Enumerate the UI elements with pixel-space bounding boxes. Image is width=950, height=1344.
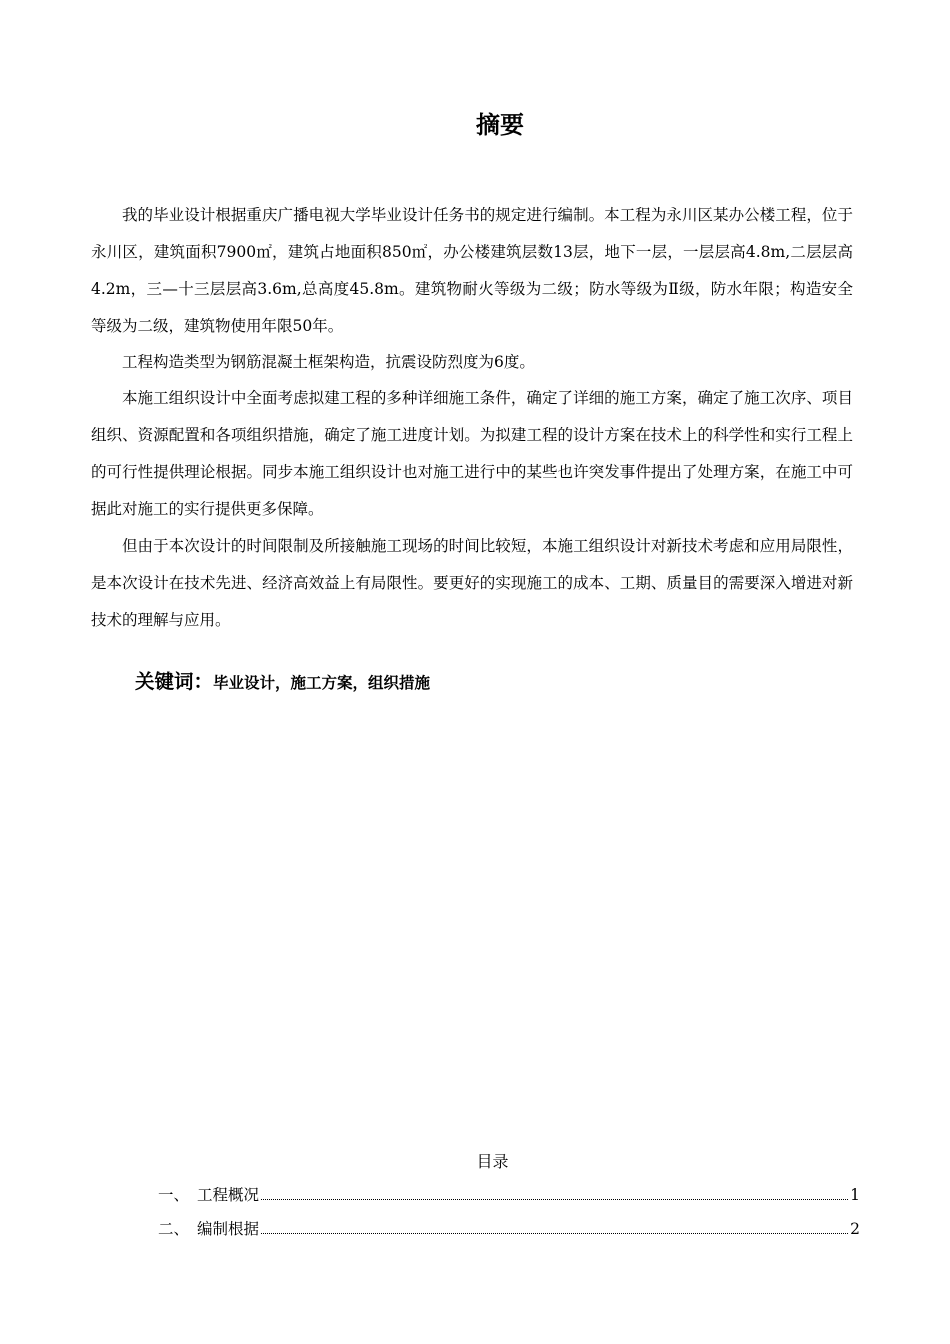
toc-entry-number: 二、 (158, 1220, 190, 1238)
abstract-paragraph-2: 工程构造类型为钢筋混凝土框架构造，抗震设防烈度为6度。 (122, 353, 535, 371)
abstract-title: 摘要 (476, 111, 524, 139)
toc-entry[interactable] (158, 1182, 860, 1216)
keywords-line (135, 666, 430, 699)
abstract-paragraph-4: 但由于本次设计的时间限制及所接触施工现场的时间比较短，本施工组织设计对新技术考虑和应用局限性，是本次设计在技术先进、经济高效益上有局限性。要更好的实现施工的成本、工期、质量目的需要深入增进对新技术的理解与应用。 (91, 537, 853, 629)
abstract-body (91, 197, 853, 639)
toc-entry-label: 工程概况 (197, 1186, 260, 1204)
abstract-paragraph-1: 我的毕业设计根据重庆广播电视大学毕业设计任务书的规定进行编制。本工程为永川区某办公楼工程，位于永川区，建筑面积7900㎡，建筑占地面积850㎡，办公楼建筑层数13层，地下一层，一层层高4.8m,二层层高4.2m，三—十三层层高3.6m,总高度45.8m。建筑物耐火等级为二级；防水等级为Ⅱ级，防水年限；构造安全等级为二级，建筑物使用年限50年。 (91, 206, 853, 335)
toc-title: 目录 (476, 1152, 509, 1171)
toc-entry-number: 一、 (158, 1186, 190, 1204)
toc-entry[interactable] (158, 1216, 860, 1250)
table-of-contents (158, 1182, 860, 1250)
abstract-paragraph-3: 本施工组织设计中全面考虑拟建工程的多种详细施工条件，确定了详细的施工方案，确定了施工次序、项目组织、资源配置和各项组织措施，确定了施工进度计划。为拟建工程的设计方案在技术上的科学性和实行工程上的可行性提供理论根据。同步本施工组织设计也对施工进行中的某些也许突发事件提出了处理方案，在施工中可据此对施工的实行提供更多保障。 (91, 389, 853, 518)
toc-entry-page: 1 (850, 1186, 860, 1204)
toc-entry-page: 2 (850, 1220, 860, 1238)
toc-entry-label: 编制根据 (197, 1220, 260, 1238)
toc-dot-leader (261, 1232, 848, 1234)
toc-dot-leader (261, 1198, 848, 1200)
keywords-text: 毕业设计，施工方案，组织措施 (213, 674, 431, 692)
keywords-label: 关键词： (135, 670, 214, 693)
